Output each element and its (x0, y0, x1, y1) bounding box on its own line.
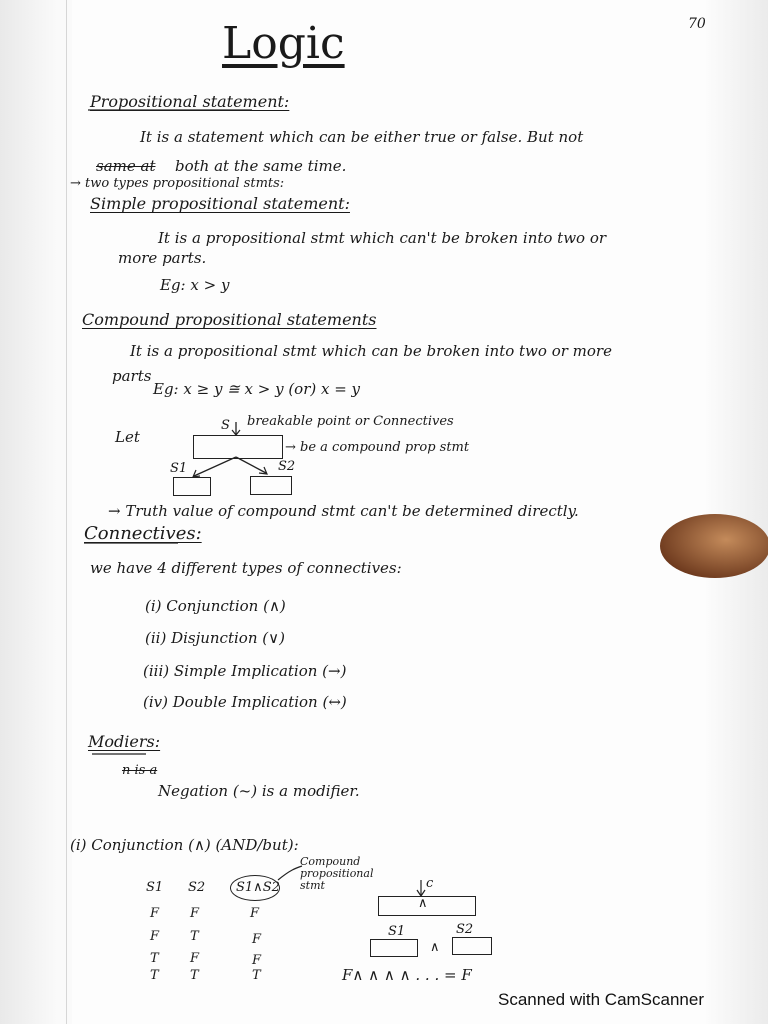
chain-expression: F∧ ∧ ∧ ∧ . . . = F (342, 966, 472, 984)
connective-item: (ii) Disjunction (∨) (145, 629, 285, 647)
connective-item: (i) Conjunction (∧) (145, 597, 286, 615)
conjunction-heading: (i) Conjunction (∧) (AND/but): (70, 836, 299, 854)
compound-line-1: It is a propositional stmt which can be broken into two or more (130, 342, 612, 360)
compound-note: Compound propositional stmt (300, 855, 374, 892)
table-cell: T (252, 968, 261, 983)
simple-line-1: It is a propositional stmt which can't be broken into two or (158, 229, 607, 247)
connectives-intro: we have 4 different types of connectives: (90, 559, 402, 577)
simple-example: Eg: x > y (160, 276, 230, 294)
table-cell: F (190, 906, 200, 921)
diagram-c-label: c (426, 876, 434, 891)
connectives-heading: Connectives: (84, 523, 202, 544)
diagram-and-mid: ∧ (430, 940, 440, 955)
table-col-s1s2: S1∧S2 (236, 880, 280, 895)
page-title: Logic (222, 18, 345, 69)
compound-heading: Compound propositional statements (82, 310, 377, 329)
breakable-label: breakable point or Connectives (247, 414, 454, 429)
table-cell: T (190, 968, 199, 983)
propositional-strike: same at (96, 157, 156, 175)
diagram-s-label: S (221, 418, 230, 433)
diagram-s1-label: S1 (388, 924, 406, 939)
modifiers-strike: n is a (122, 763, 158, 778)
propositional-line-2: both at the same time. (175, 157, 347, 175)
table-cell: F (190, 951, 200, 966)
table-cell: F (252, 953, 262, 968)
propositional-heading: Propositional statement: (90, 92, 290, 111)
table-cell: T (190, 929, 199, 944)
simple-heading: Simple propositional statement: (90, 194, 350, 213)
compound-example: Eg: x ≥ y ≅ x > y (or) x = y (153, 380, 361, 398)
compound-label: → be a compound prop stmt (285, 440, 470, 455)
table-cell: F (252, 932, 262, 947)
two-types-note: → two types propositional stmts: (70, 176, 285, 191)
table-cell: T (150, 968, 159, 983)
diagram-s2-label: S2 (456, 922, 474, 937)
page-number: 70 (688, 16, 706, 32)
propositional-line-1: It is a statement which can be either true or false. But not (140, 128, 584, 146)
table-col-s1: S1 (146, 880, 164, 895)
simple-line-2: more parts. (118, 249, 207, 267)
table-cell: F (250, 906, 260, 921)
compound-line-2: parts (112, 367, 152, 385)
s1-label: S1 (170, 461, 188, 476)
connective-item: (iv) Double Implication (↔) (143, 693, 347, 711)
camscanner-footer: Scanned with CamScanner (498, 990, 705, 1009)
table-cell: F (150, 906, 160, 921)
connective-item: (iii) Simple Implication (→) (143, 662, 347, 680)
table-cell: T (150, 951, 159, 966)
s2-label: S2 (278, 459, 296, 474)
truth-note: → Truth value of compound stmt can't be determined directly. (108, 502, 579, 520)
table-col-s2: S2 (188, 880, 206, 895)
modifiers-heading: Modiers: (88, 732, 161, 751)
let-label: Let (115, 428, 140, 446)
diagram-and-top: ∧ (418, 896, 428, 911)
negation-text: Negation (~) is a modifier. (158, 782, 360, 800)
table-cell: F (150, 929, 160, 944)
